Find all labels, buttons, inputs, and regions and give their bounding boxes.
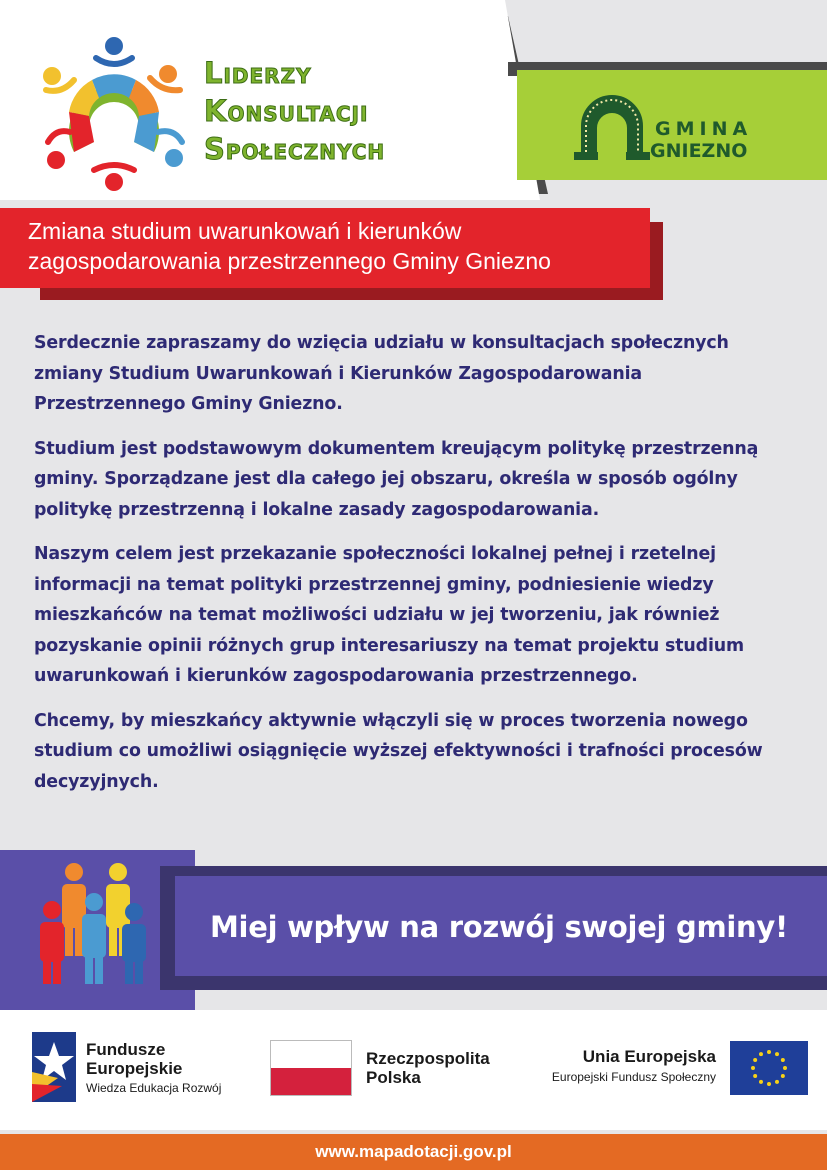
eu-star: [753, 1074, 757, 1078]
text-line: Przestrzennego Gminy Gniezno.: [34, 394, 343, 414]
text-line: uwarunkowań i kierunków zagospodarowania przestrzennego.: [34, 666, 638, 686]
paragraph: [34, 539, 804, 692]
text-line: decyzyjnych.: [34, 771, 159, 792]
text-line: Chcemy, by mieszkańcy aktywnie włączyli się w proces tworzenia nowego: [34, 710, 748, 731]
puzzle-people-logo-icon: [34, 32, 194, 192]
text-line: Naszym celem jest przekazanie społeczności lokalnej pełnej i rzetelnej: [34, 544, 716, 564]
eu-name: Unia Europejska: [582, 1047, 716, 1066]
eu-flag-icon: [730, 1041, 808, 1095]
text-line: mieszkańców na temat możliwości udziału w jej tworzeniu, jak również: [34, 605, 720, 625]
text-line: politykę przestrzenną i lokalne zasady zagospodarowania.: [34, 499, 600, 520]
eu-star: [781, 1074, 785, 1078]
body-text: [34, 328, 804, 811]
text-line: studium co umożliwi osiągnięcie wyższej efektywności i trafności procesów: [34, 741, 763, 761]
pl-name: Rzeczpospolita: [366, 1049, 490, 1068]
eu-star: [753, 1058, 757, 1062]
text-line: informacji na temat polityki przestrzennej gminy, podniesienie wiedzy: [34, 574, 714, 595]
logo-title-line: Liderzy: [204, 56, 312, 90]
people-group-icon: [38, 862, 150, 986]
eu-star: [751, 1066, 755, 1070]
gmina-word: GMINA: [655, 118, 753, 140]
title-banner: [0, 208, 650, 288]
eu-star: [781, 1058, 785, 1062]
eu-star: [775, 1052, 779, 1056]
paragraph: [34, 328, 804, 420]
website-link[interactable]: www.mapadotacji.gov.pl: [315, 1142, 512, 1161]
slogan-text: Miej wpływ na rozwój swojej gminy!: [210, 910, 788, 944]
fe-star-logo-icon: [32, 1032, 76, 1102]
fe-subtitle: Wiedza Edukacja Rozwój: [86, 1081, 222, 1095]
text-line: Serdecznie zapraszamy do wzięcia udziału w konsultacjach społecznych: [34, 333, 729, 353]
eu-star: [775, 1080, 779, 1084]
text-line: gminy. Sporządzane jest dla całego jej obszaru, określa w sposób ogólny: [34, 469, 738, 489]
eu-star: [759, 1080, 763, 1084]
logo-title-line: Społecznych: [204, 132, 386, 166]
logo-title-line: Konsultacji: [204, 94, 369, 128]
text-line: pozyskanie opinii różnych grup interesariuszy na temat projektu studium: [34, 635, 744, 656]
gniezno-word: GNIEZNO: [650, 140, 748, 162]
title-line-1: Zmiana studium uwarunkowań i kierunków: [28, 218, 462, 244]
text-line: zmiany Studium Uwarunkowań i Kierunków Zagospodarowania: [34, 363, 643, 384]
eu-subtitle: Europejski Fundusz Społeczny: [551, 1070, 716, 1084]
pl-name: Polska: [366, 1068, 421, 1087]
paragraph: [34, 706, 804, 798]
poland-flag-icon: [270, 1040, 352, 1096]
logo-title: [204, 54, 464, 168]
fe-name: Europejskie: [86, 1059, 183, 1078]
paragraph: [34, 434, 804, 526]
eu-star: [767, 1082, 771, 1086]
eu-star: [759, 1052, 763, 1056]
fe-name: Fundusze: [86, 1040, 166, 1059]
text-line: Studium jest podstawowym dokumentem kreującym politykę przestrzenną: [34, 438, 759, 459]
eu-star: [767, 1050, 771, 1054]
title-line-2: zagospodarowania przestrzennego Gminy Gniezno: [28, 248, 551, 274]
eu-star: [783, 1066, 787, 1070]
